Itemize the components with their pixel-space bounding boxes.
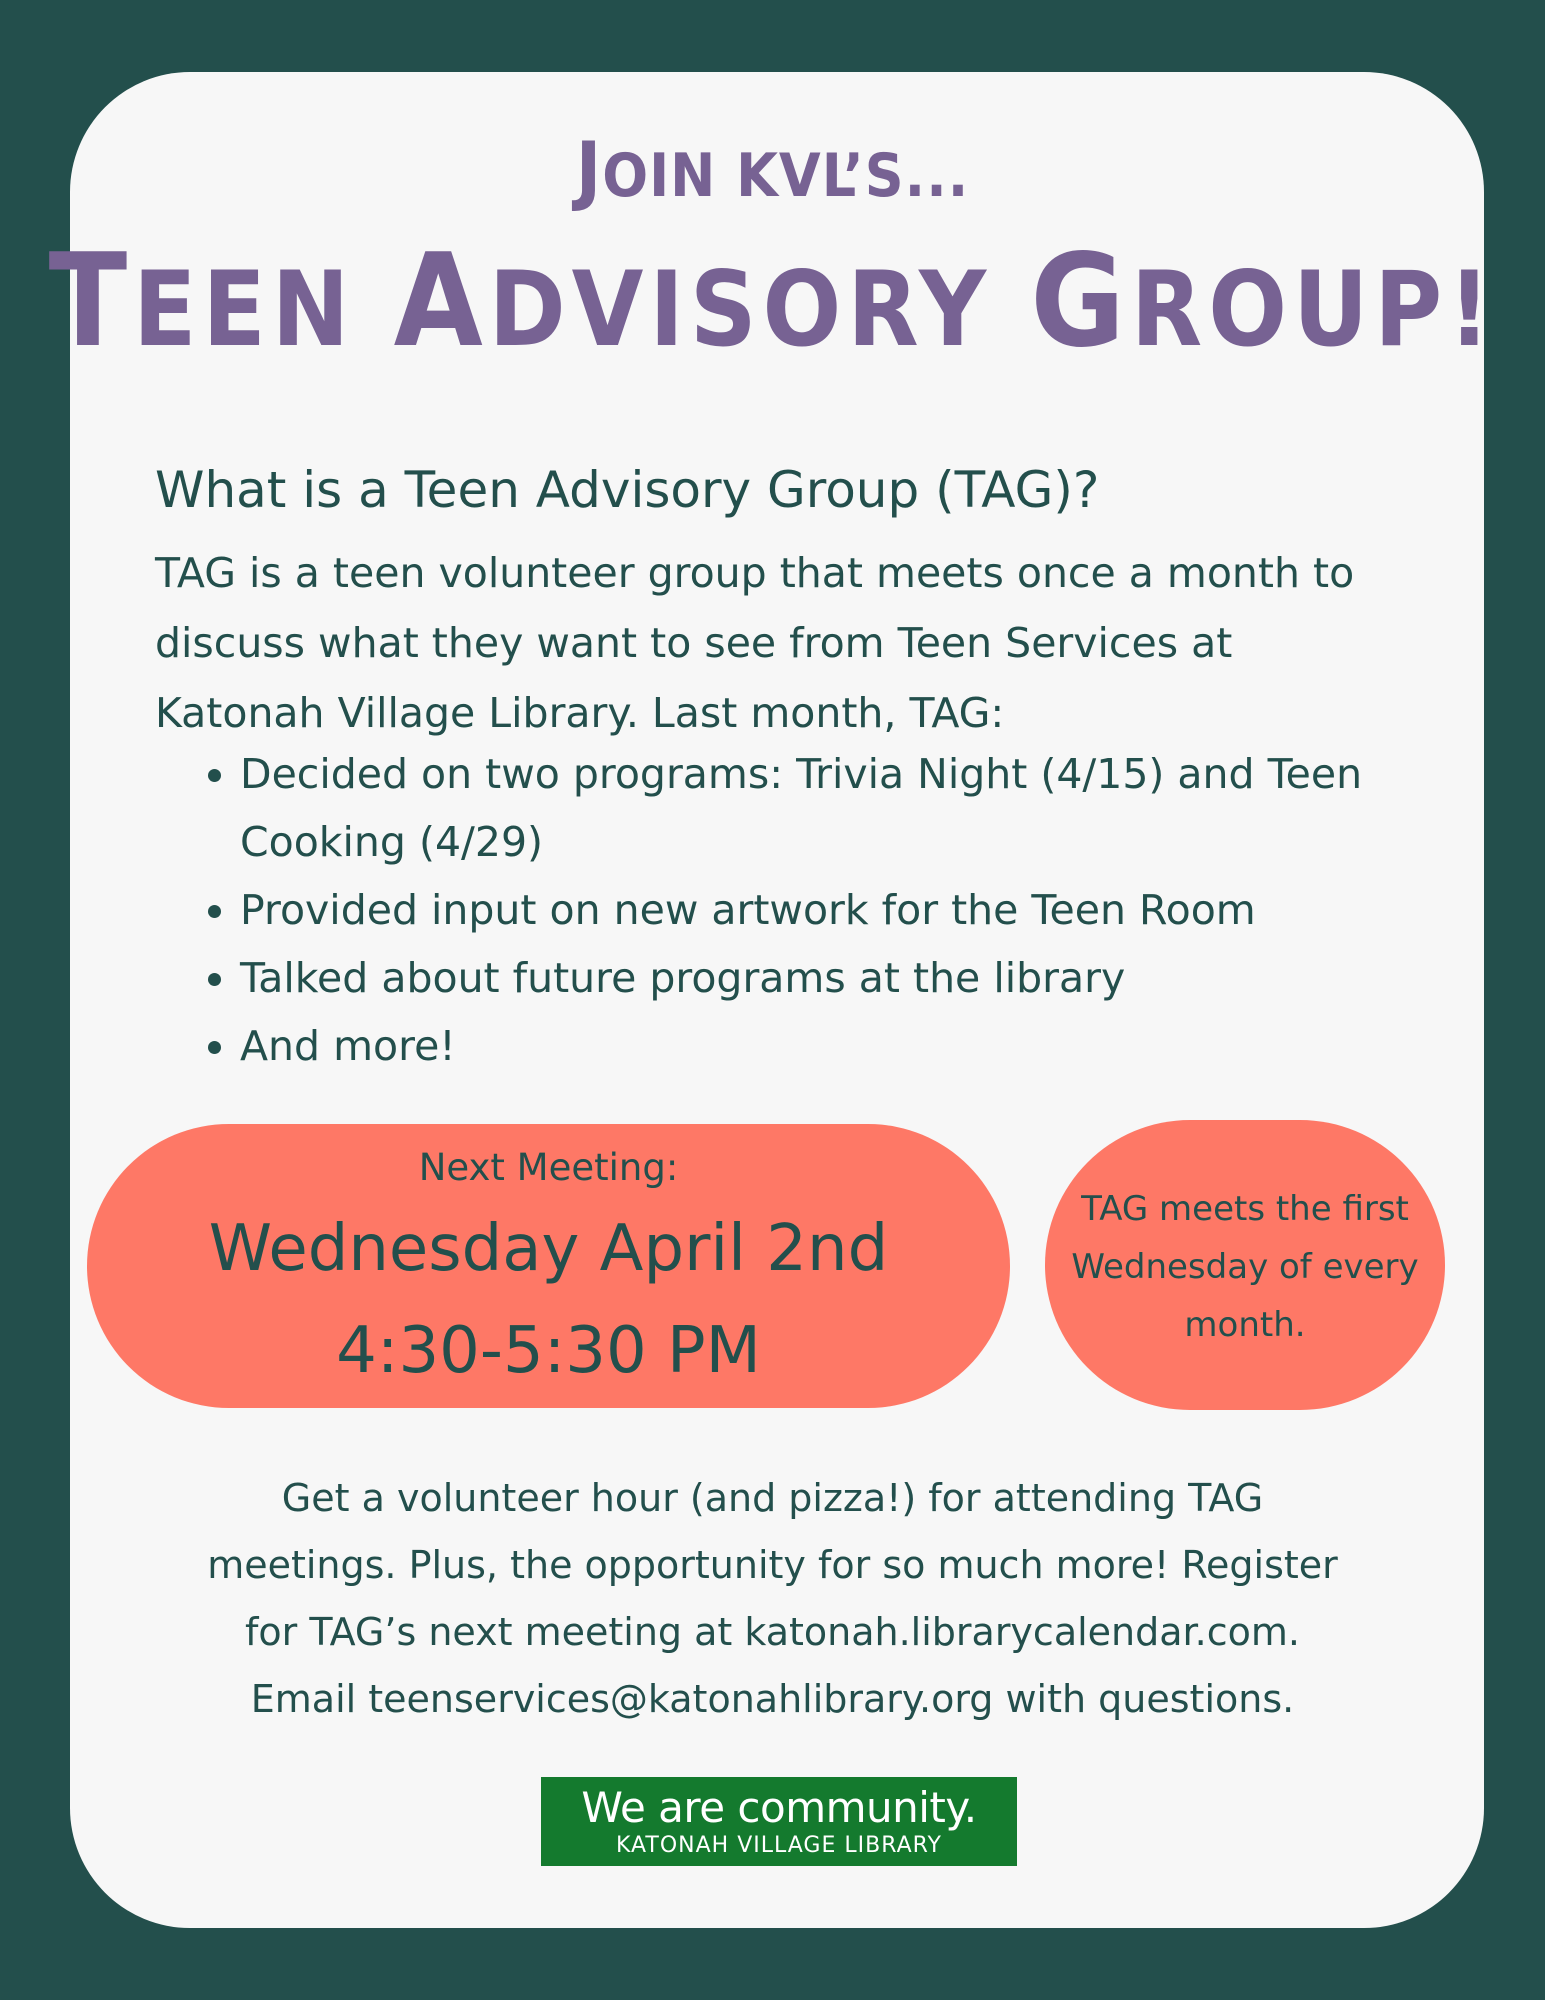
logo-slogan: We are community.: [581, 1783, 977, 1832]
title-rest-3: ROUP!: [1130, 250, 1497, 370]
next-meeting-time: 4:30-5:30 PM: [336, 1314, 761, 1388]
accomplishments-list: [190, 740, 1420, 1080]
kicker-rest: OIN KVL’S...: [602, 141, 970, 211]
title-initial-3: G: [1030, 227, 1131, 376]
cta-line: for TAG’s next meeting at katonah.librarycalendar.com.: [245, 1610, 1300, 1654]
kicker-heading: [0, 125, 1545, 214]
next-meeting-pill: [87, 1124, 1010, 1408]
next-meeting-date: Wednesday April 2nd: [208, 1212, 889, 1286]
list-item: • Decided on two programs: Trivia Night (4/15) and Teen Cooking (4/29): [240, 740, 1420, 876]
schedule-note: TAG meets the first Wednesday of every month.: [1071, 1189, 1419, 1345]
logo-org-name: KATONAH VILLAGE LIBRARY: [616, 1833, 942, 1858]
call-to-action: [110, 1465, 1435, 1733]
list-item: • Provided input on new artwork for the Teen Room: [240, 876, 1420, 944]
about-intro: TAG is a teen volunteer group that meets once a month to discuss what they want to see from Teen Services at Katonah Village Library. Last month, TAG:: [155, 549, 1355, 737]
title-rest-1: EEN: [133, 250, 356, 370]
kicker-initial: J: [575, 125, 603, 214]
title-rest-2: DVISORY: [488, 250, 993, 370]
schedule-bubble: [1045, 1120, 1445, 1410]
list-item: • Talked about future programs at the library: [240, 944, 1420, 1012]
cta-line: Get a volunteer hour (and pizza!) for attending TAG: [281, 1476, 1264, 1520]
cta-line: meetings. Plus, the opportunity for so much more! Register: [207, 1543, 1338, 1587]
library-logo: [541, 1777, 1017, 1866]
list-item: • And more!: [240, 1012, 1420, 1080]
about-question: What is a Teen Advisory Group (TAG)?: [155, 461, 1100, 519]
next-meeting-label: Next Meeting:: [418, 1146, 679, 1189]
cta-line: Email teenservices@katonahlibrary.org with questions.: [250, 1677, 1295, 1721]
title-initial-2: A: [393, 227, 489, 376]
title-initial-1: T: [48, 227, 134, 376]
main-title: [0, 228, 1545, 375]
